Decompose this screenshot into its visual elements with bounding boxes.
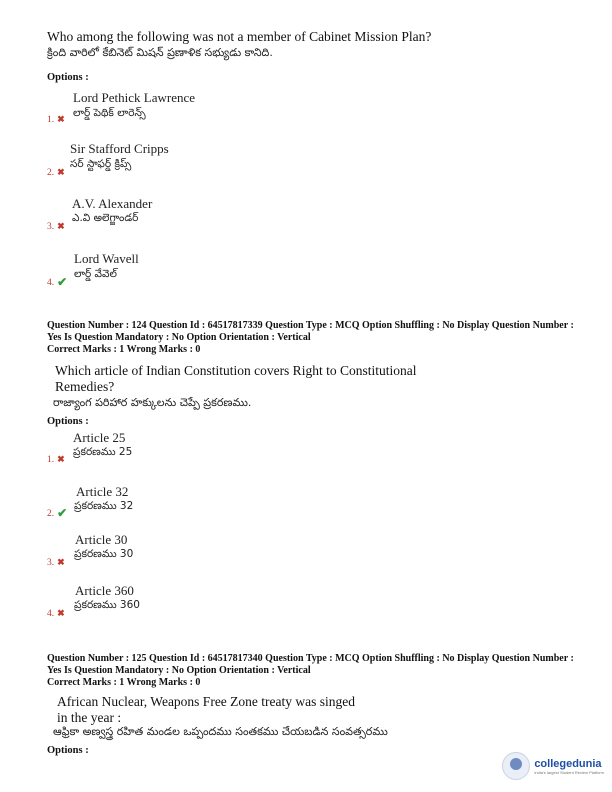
q123-option-4-te: లార్డ్ వేవెల్ <box>74 268 117 280</box>
collegedunia-logo <box>502 752 604 780</box>
cross-icon: ✖ <box>57 221 65 231</box>
options-label: Options : <box>47 416 89 427</box>
q124-option-2-te: ప్రకరణము 32 <box>74 500 134 512</box>
question-124-text-te: రాజ్యాంగ పరిహార హక్కులను చెప్పే ప్రకరణము. <box>53 396 252 409</box>
question-125-text-te: ఆఫ్రికా అణ్వస్త్ర రహిత మండల ఒప్పందము సంతకము చేయబడిన సంవత్సరము <box>53 725 388 738</box>
q124-meta-line-1: Question Number : 124 Question Id : 64517817339 Question Type : MCQ Option Shuffling : No Display Question Number : <box>47 320 574 331</box>
q123-option-1-te: లార్డ్ పెథిక్ లారెన్స్ <box>73 107 146 119</box>
question-124-text-en-2: Remedies? <box>55 379 115 394</box>
q125-meta-line-3: Correct Marks : 1 Wrong Marks : 0 <box>47 677 201 688</box>
q124-option-4-te: ప్రకరణము 360 <box>74 599 140 611</box>
q124-option-3-number: 3. ✖ <box>47 557 65 568</box>
logo-mascot-icon <box>502 752 530 780</box>
question-125-text-en-1: African Nuclear, Weapons Free Zone treaty was singed <box>57 694 356 709</box>
question-123-text-te: క్రింది వారిలో కేబినెట్ మిషన్ ప్రణాళిక సభ్యుడు కానిది. <box>47 46 273 59</box>
q123-option-3-en: A.V. Alexander <box>72 196 153 211</box>
logo-tagline: India's largest Student Review Platform <box>534 769 604 775</box>
q124-option-2-number: 2. ✔ <box>47 506 68 520</box>
q123-option-4-en: Lord Wavell <box>74 251 139 266</box>
cross-icon: ✖ <box>57 167 65 177</box>
q124-meta-line-3: Correct Marks : 1 Wrong Marks : 0 <box>47 344 201 355</box>
q124-option-1-en: Article 25 <box>73 430 126 445</box>
check-icon: ✔ <box>57 506 68 520</box>
check-icon: ✔ <box>57 275 68 289</box>
cross-icon: ✖ <box>57 608 65 618</box>
q124-option-4-en: Article 360 <box>75 583 134 598</box>
q124-option-3-en: Article 30 <box>75 532 128 547</box>
q123-option-3-number: 3. ✖ <box>47 221 65 232</box>
q124-option-2-en: Article 32 <box>76 484 129 499</box>
options-label: Options : <box>47 72 89 83</box>
question-123-text-en: Who among the following was not a member of Cabinet Mission Plan? <box>47 29 432 44</box>
cross-icon: ✖ <box>57 557 65 567</box>
q124-option-4-number: 4. ✖ <box>47 608 65 619</box>
q124-option-3-te: ప్రకరణము 30 <box>74 548 134 560</box>
q123-option-2-te: సర్ స్టాఫర్డ్ క్రిప్స్ <box>70 158 132 170</box>
logo-name: collegedunia <box>534 757 602 770</box>
options-label: Options : <box>47 745 89 756</box>
q123-option-4-number: 4. ✔ <box>47 275 68 289</box>
question-125-text-en-2: in the year : <box>57 710 122 725</box>
q125-meta-line-1: Question Number : 125 Question Id : 64517817340 Question Type : MCQ Option Shuffling : No Display Question Number : <box>47 653 574 664</box>
cross-icon: ✖ <box>57 454 65 464</box>
q123-option-1-en: Lord Pethick Lawrence <box>73 90 196 105</box>
q123-option-1-number: 1. ✖ <box>47 114 65 125</box>
q124-option-1-te: ప్రకరణము 25 <box>73 446 133 458</box>
q125-meta-line-2: Yes Is Question Mandatory : No Option Orientation : Vertical <box>47 665 311 676</box>
question-124-text-en-1: Which article of Indian Constitution covers Right to Constitutional <box>55 363 417 378</box>
q123-option-3-te: ఎ.వి అలెగ్జాండర్ <box>72 212 139 224</box>
q123-option-2-en: Sir Stafford Cripps <box>70 141 169 156</box>
q123-option-2-number: 2. ✖ <box>47 167 65 178</box>
q124-option-1-number: 1. ✖ <box>47 454 65 465</box>
q124-meta-line-2: Yes Is Question Mandatory : No Option Orientation : Vertical <box>47 332 311 343</box>
cross-icon: ✖ <box>57 114 65 124</box>
